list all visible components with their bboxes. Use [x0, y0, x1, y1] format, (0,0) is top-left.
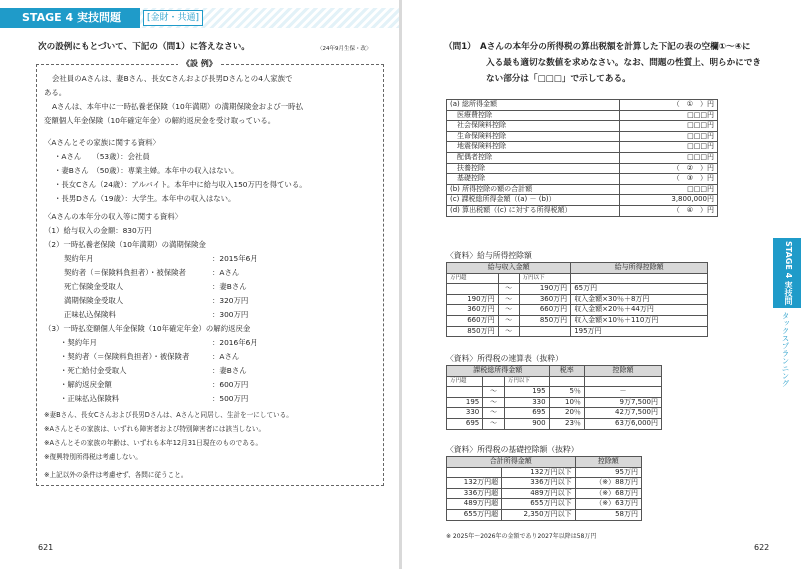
stage-subtitle: [金財・共通] — [143, 10, 203, 26]
kyuyo-table — [446, 262, 708, 337]
table-row — [447, 195, 718, 206]
cell: 132万円以下 — [502, 467, 575, 478]
row-label: 契約年月 — [64, 254, 94, 263]
table-row — [447, 326, 708, 337]
table-header — [447, 366, 662, 377]
cell — [447, 467, 502, 478]
cell: 660万円 — [447, 315, 499, 326]
kiso-title: 〈資料〉所得税の基礎控除額（抜粋） — [446, 445, 579, 454]
cell: 195 — [504, 387, 549, 398]
stage-heading: 実技問題 — [76, 11, 121, 24]
cell: 330 — [504, 397, 549, 408]
cell: 850万円 — [519, 315, 571, 326]
row-value: ：妻Bさん — [212, 282, 247, 291]
row-label: ・正味払込保険料 — [60, 394, 120, 403]
cell: 20％ — [549, 408, 584, 419]
row-label: ・契約者（＝保険料負担者）・被保険者 — [60, 352, 190, 361]
row-label: ・契約年月 — [60, 338, 97, 347]
left-page — [0, 0, 399, 569]
row-label: 契約者（＝保険料負担者）・被保険者 — [64, 268, 186, 277]
table-row — [447, 499, 642, 510]
cell: ～ — [483, 408, 505, 419]
income-item: （1）給与収入の金額：830万円 — [44, 226, 152, 235]
intro-line: 変額個人年金保険（10年確定年金）の解約返戻金を受け取っている。 — [44, 116, 276, 125]
cell: 132万円超 — [447, 478, 502, 489]
cell: 9万7,500円 — [584, 397, 661, 408]
cell: 360万円 — [519, 294, 571, 305]
note: ※上記以外の条件は考慮せず、各問に従うこと。 — [44, 471, 188, 479]
calc-value: □□□円 — [620, 131, 718, 142]
cell: ～ — [498, 294, 519, 305]
cell: 330 — [447, 408, 483, 419]
table-row — [447, 418, 662, 429]
row-value: ：2015年6月 — [212, 254, 258, 263]
question-line: 入る最も適切な数値を求めなさい。なお、問題の性質上、明らかにでき — [486, 58, 762, 68]
cell: （※）63万円 — [575, 499, 641, 510]
table-row — [447, 131, 718, 142]
row-label: 正味払込保険料 — [64, 310, 116, 319]
cell: ～ — [483, 387, 505, 398]
table-row — [447, 408, 662, 419]
calc-value: □□□円 — [620, 110, 718, 121]
cell: 489万円超 — [447, 499, 502, 510]
intro-line: Aさんは、本年中に一時払養老保険（10年満期）の満期保険金および一時払 — [52, 102, 303, 111]
table-row — [447, 467, 642, 478]
cell — [519, 326, 571, 337]
table-row — [447, 152, 718, 163]
income-item: （2）一時払養老保険（10年満期）の満期保険金 — [44, 240, 206, 249]
cell: 900 — [504, 418, 549, 429]
table-row — [447, 110, 718, 121]
case-title: 《設 例》 — [178, 58, 221, 69]
tax-table — [446, 365, 662, 430]
cell: 95万円 — [575, 467, 641, 478]
calc-label: 医療費控除 — [447, 110, 620, 121]
calc-label: (a) 総所得金額 — [447, 100, 620, 111]
cell: 63万6,000円 — [584, 418, 661, 429]
row-value: ：320万円 — [212, 296, 249, 305]
page-number: 621 — [38, 543, 54, 552]
cell: （※）88万円 — [575, 478, 641, 489]
kiso-table — [446, 456, 642, 521]
column-header: 控除額 — [584, 366, 661, 377]
cell: ～ — [498, 326, 519, 337]
table-row — [447, 142, 718, 153]
cell: 850万円 — [447, 326, 499, 337]
intro-line: 会社員のAさんは、妻Bさん、長女Cさんおよび長男Dさんとの4人家族で — [52, 74, 293, 83]
question-line: ない部分は「□□□」で示してある。 — [486, 74, 631, 84]
row-label: 満期保険金受取人 — [64, 296, 124, 305]
table-row — [447, 305, 708, 316]
calc-table — [446, 99, 718, 217]
intro-line: ある。 — [44, 88, 67, 97]
cell: 190万円 — [447, 294, 499, 305]
cell: 655万円以下 — [502, 499, 575, 510]
table-row — [447, 121, 718, 132]
cell: ～ — [498, 315, 519, 326]
cell: 収入金額×30％＋8万円 — [571, 294, 708, 305]
cell: ～ — [498, 305, 519, 316]
cell: 収入金額×20％＋44万円 — [571, 305, 708, 316]
family-item: ・Aさん （53歳）：会社員 — [54, 152, 150, 161]
table-row — [447, 387, 662, 398]
cell: 336万円超 — [447, 488, 502, 499]
cell: （※）68万円 — [575, 488, 641, 499]
cell: ～ — [483, 418, 505, 429]
cell: 23％ — [549, 418, 584, 429]
calc-value: □□□円 — [620, 184, 718, 195]
cell: 2,350万円以下 — [502, 509, 575, 520]
table-row — [447, 488, 642, 499]
cell — [447, 284, 499, 295]
row-label: ・解約返戻金額 — [60, 380, 112, 389]
row-label: 死亡保険金受取人 — [64, 282, 124, 291]
column-header: 控除額 — [575, 457, 641, 468]
row-value: ：妻Bさん — [212, 366, 247, 375]
column-header: 給与所得控除額 — [571, 263, 708, 274]
column-header: 課税総所得金額 — [447, 366, 550, 377]
calc-value: □□□円 — [620, 121, 718, 132]
calc-value: 3,800,000円 — [620, 195, 718, 206]
calc-value: □□□円 — [620, 142, 718, 153]
income-title: 〈Aさんの本年分の収入等に関する資料〉 — [44, 212, 183, 221]
column-header: 給与収入金額 — [447, 263, 571, 274]
family-item: ・長男Dさん（19歳）：大学生。本年中の収入はない。 — [54, 194, 236, 203]
calc-value: □□□円 — [620, 152, 718, 163]
stage-label: STAGE 4 — [22, 11, 74, 24]
cell: 195万円 — [571, 326, 708, 337]
cell: 42万7,500円 — [584, 408, 661, 419]
calc-value: （ ④ ）円 — [620, 205, 718, 216]
table-row — [447, 100, 718, 111]
calc-label: 社会保険料控除 — [447, 121, 620, 132]
calc-label: 基礎控除 — [447, 174, 620, 185]
note: ※妻Bさん、長女Cさんおよび長男Dさんは、Aさんと同居し、生計を一にしている。 — [44, 411, 293, 419]
table-subheader — [447, 376, 662, 387]
stage-title — [0, 8, 140, 28]
table-row — [447, 315, 708, 326]
table-row — [447, 478, 642, 489]
sub-header: 万円超 — [447, 376, 483, 387]
cell — [447, 387, 483, 398]
calc-label: 扶養控除 — [447, 163, 620, 174]
cell: 195 — [447, 397, 483, 408]
calc-value: （ ① ）円 — [620, 100, 718, 111]
sub-header: 万円以下 — [519, 273, 571, 284]
kyuyo-title: 〈資料〉給与所得控除額 — [446, 251, 532, 260]
cell: 360万円 — [447, 305, 499, 316]
family-item: ・長女Cさん（24歳）：アルバイト。本年中に給与収入150万円を得ている。 — [54, 180, 307, 189]
note: ※復興特別所得税は考慮しない。 — [44, 453, 142, 461]
cell: － — [584, 387, 661, 398]
column-header: 合計所得金額 — [447, 457, 576, 468]
page-number: 622 — [754, 543, 770, 552]
cell: 10％ — [549, 397, 584, 408]
table-row — [447, 397, 662, 408]
cell: 5％ — [549, 387, 584, 398]
calc-value: （ ③ ）円 — [620, 174, 718, 185]
family-title: 〈Aさんとその家族に関する資料〉 — [44, 138, 160, 147]
income-item: （3）一時払変額個人年金保険（10年確定年金）の解約返戻金 — [44, 324, 251, 333]
calc-label: 地震保険料控除 — [447, 142, 620, 153]
side-caption: タックスプランニング — [781, 312, 790, 387]
table-subheader — [447, 273, 708, 284]
cell: ～ — [483, 397, 505, 408]
note: ※Aさんとその家族は、いずれも障害者および特別障害者には該当しない。 — [44, 425, 266, 433]
calc-label: (d) 算出税額（(c) に対する所得税額） — [447, 205, 620, 216]
row-value: ：2016年6月 — [212, 338, 258, 347]
table-header — [447, 457, 642, 468]
calc-label: (c) 課税総所得金額（(a) － (b)） — [447, 195, 620, 206]
table-row — [447, 509, 642, 520]
cell: 695 — [447, 418, 483, 429]
column-header: 税率 — [549, 366, 584, 377]
table-row — [447, 294, 708, 305]
row-value: ：600万円 — [212, 380, 249, 389]
tax-title: 〈資料〉所得税の速算表（抜粋） — [446, 354, 563, 363]
table-row — [447, 174, 718, 185]
row-value: ：Aさん — [212, 352, 240, 361]
question-line: （問1） Aさんの本年分の所得税の算出税額を計算した下記の表の空欄①～④に — [444, 42, 751, 52]
sub-header: 万円超 — [447, 273, 499, 284]
calc-label: 生命保険料控除 — [447, 131, 620, 142]
cell: 65万円 — [571, 284, 708, 295]
calc-label: 配偶者控除 — [447, 152, 620, 163]
table-row — [447, 284, 708, 295]
cell: 660万円 — [519, 305, 571, 316]
row-value: ：500万円 — [212, 394, 249, 403]
cell: 190万円 — [519, 284, 571, 295]
row-value: ：Aさん — [212, 268, 240, 277]
cell: ～ — [498, 284, 519, 295]
table-row — [447, 163, 718, 174]
row-label: ・死亡給付金受取人 — [60, 366, 127, 375]
cell: 58万円 — [575, 509, 641, 520]
cell: 655万円超 — [447, 509, 502, 520]
calc-label: (b) 所得控除の額の合計額 — [447, 184, 620, 195]
question-text: 次の設例にもとづいて、下記の（問1）に答えなさい。 — [38, 42, 250, 52]
table-row — [447, 205, 718, 216]
cell: 489万円以下 — [502, 488, 575, 499]
row-value: ：300万円 — [212, 310, 249, 319]
family-item: ・妻Bさん （50歳）：専業主婦。本年中の収入はない。 — [54, 166, 239, 175]
question-note: 〈24年9月生保・改〉 — [317, 46, 372, 52]
kiso-note: ※ 2025年～2026年の金額であり2027年以降は58万円 — [446, 533, 597, 540]
table-row — [447, 184, 718, 195]
sub-header: 万円以下 — [504, 376, 549, 387]
cell: 695 — [504, 408, 549, 419]
note: ※Aさんとその家族の年齢は、いずれも本年12月31日現在のものである。 — [44, 439, 263, 447]
calc-value: （ ② ）円 — [620, 163, 718, 174]
cell: 収入金額×10％＋110万円 — [571, 315, 708, 326]
table-header — [447, 263, 708, 274]
cell: 336万円以下 — [502, 478, 575, 489]
side-tab: STAGE 4 実技問題 — [773, 238, 801, 308]
